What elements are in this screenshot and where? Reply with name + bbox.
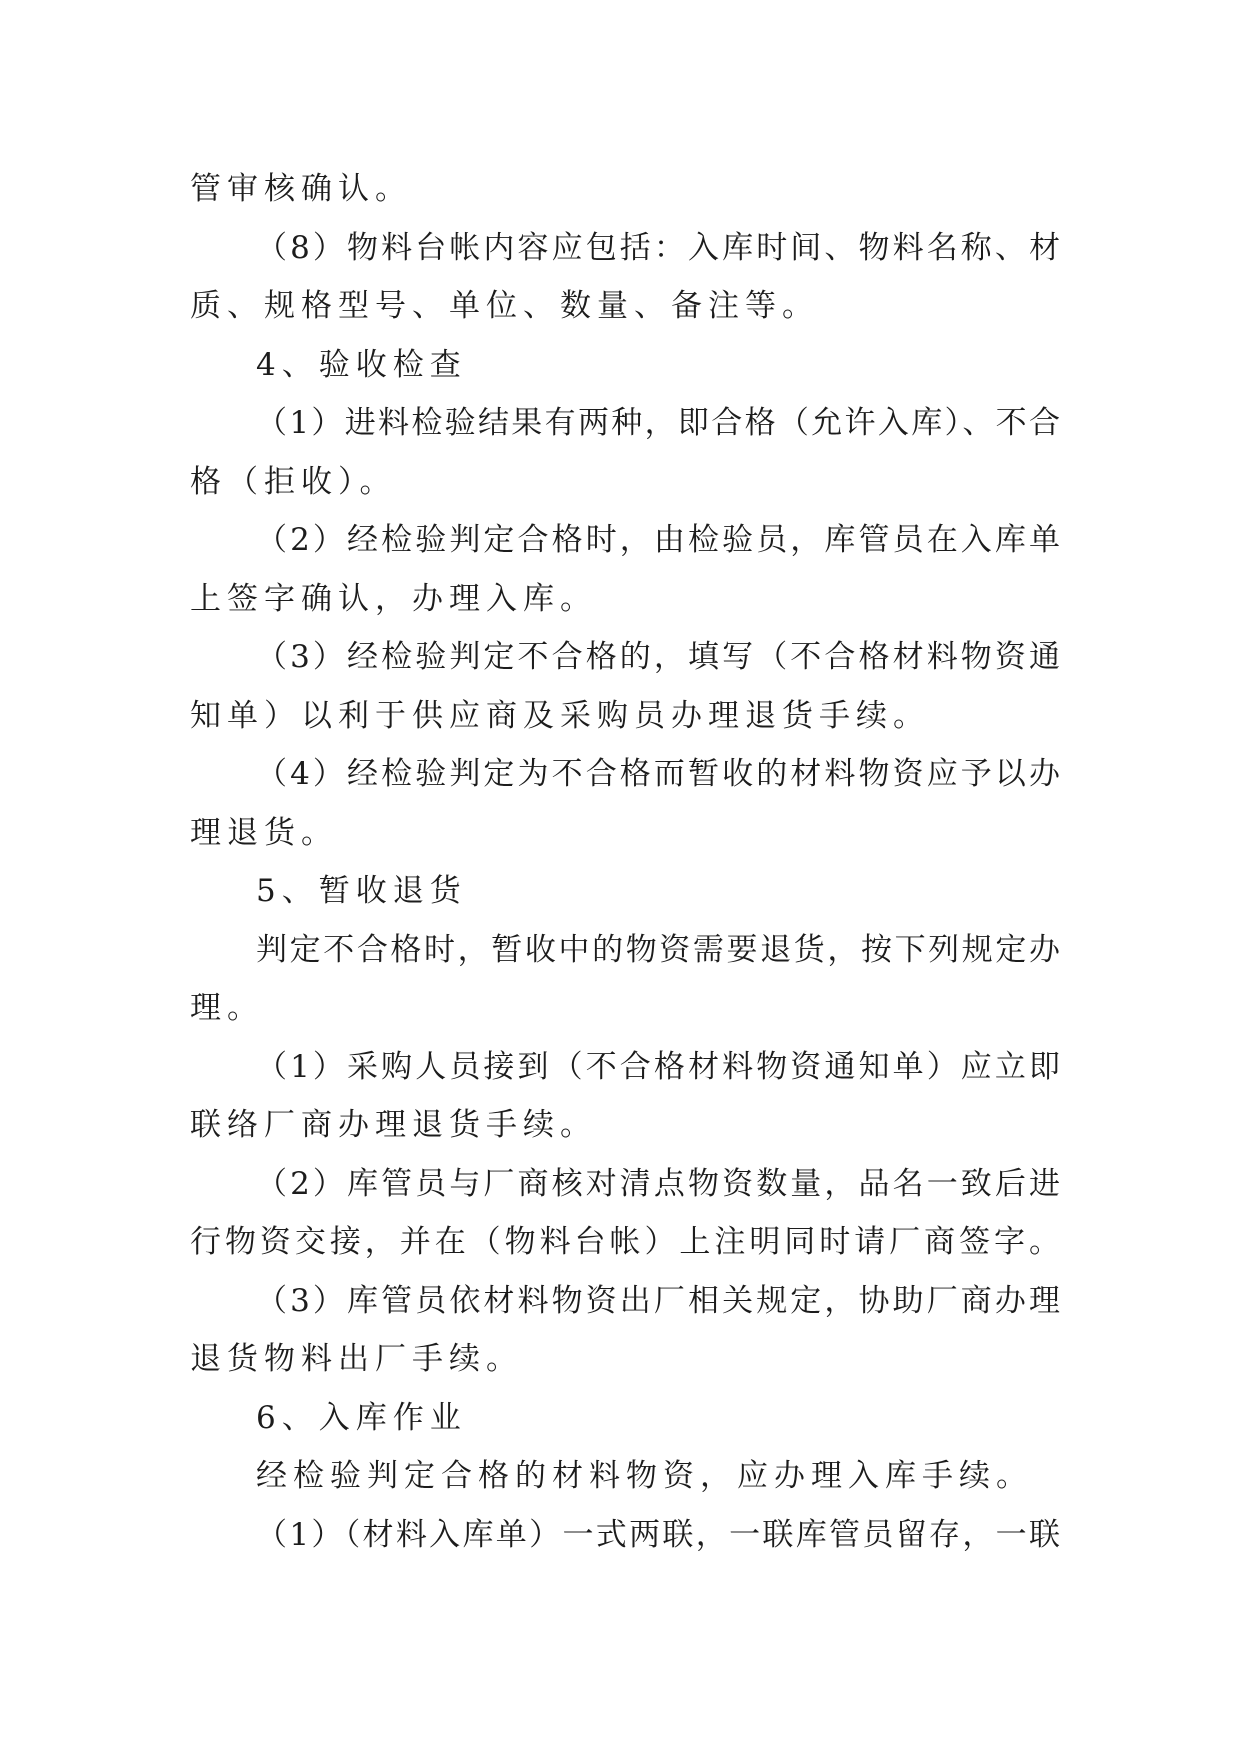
text-line: （2）库管员与厂商核对清点物资数量，品名一致后进: [256, 1165, 1060, 1202]
text-line: 6、入库作业: [256, 1399, 467, 1436]
text-line: 理。: [190, 990, 264, 1026]
text-line: 理退货。: [190, 814, 338, 851]
text-line: 判定不合格时，暂收中的物资需要退货，按下列规定办: [256, 931, 1060, 968]
text-line: （8）物料台帐内容应包括：入库时间、物料名称、材: [256, 229, 1060, 266]
text-line: （1）（材料入库单）一式两联，一联库管员留存，一联: [256, 1516, 1060, 1553]
text-line: （1）进料检验结果有两种，即合格（允许入库）、不合: [256, 405, 1060, 441]
text-line: 上签字确认，办理入库。: [190, 580, 597, 617]
text-line: （3）库管员依材料物资出厂相关规定，协助厂商办理: [256, 1282, 1060, 1319]
text-line: 质、规格型号、单位、数量、备注等。: [190, 288, 819, 324]
text-line: 经检验判定合格的材料物资，应办理入库手续。: [256, 1458, 1033, 1494]
text-line: 5、暂收退货: [256, 873, 467, 909]
text-line: 行物资交接，并在（物料台帐）上注明同时请厂商签字。: [190, 1224, 1060, 1260]
text-line: 格（拒收）。: [190, 463, 397, 500]
text-line: （3）经检验判定不合格的，填写（不合格材料物资通: [256, 639, 1060, 675]
document-body: [190, 160, 1060, 1564]
text-line: （2）经检验判定合格时，由检验员，库管员在入库单: [256, 522, 1060, 558]
text-line: 4、验收检查: [256, 346, 467, 383]
text-line: 退货物料出厂手续。: [190, 1341, 523, 1377]
text-line: 知单）以利于供应商及采购员办理退货手续。: [190, 697, 930, 734]
text-line: 联络厂商办理退货手续。: [190, 1107, 597, 1143]
text-line: （4）经检验判定为不合格而暂收的材料物资应予以办: [256, 756, 1060, 792]
text-line: 管审核确认。: [190, 171, 412, 207]
text-line: （1）采购人员接到（不合格材料物资通知单）应立即: [256, 1048, 1060, 1085]
